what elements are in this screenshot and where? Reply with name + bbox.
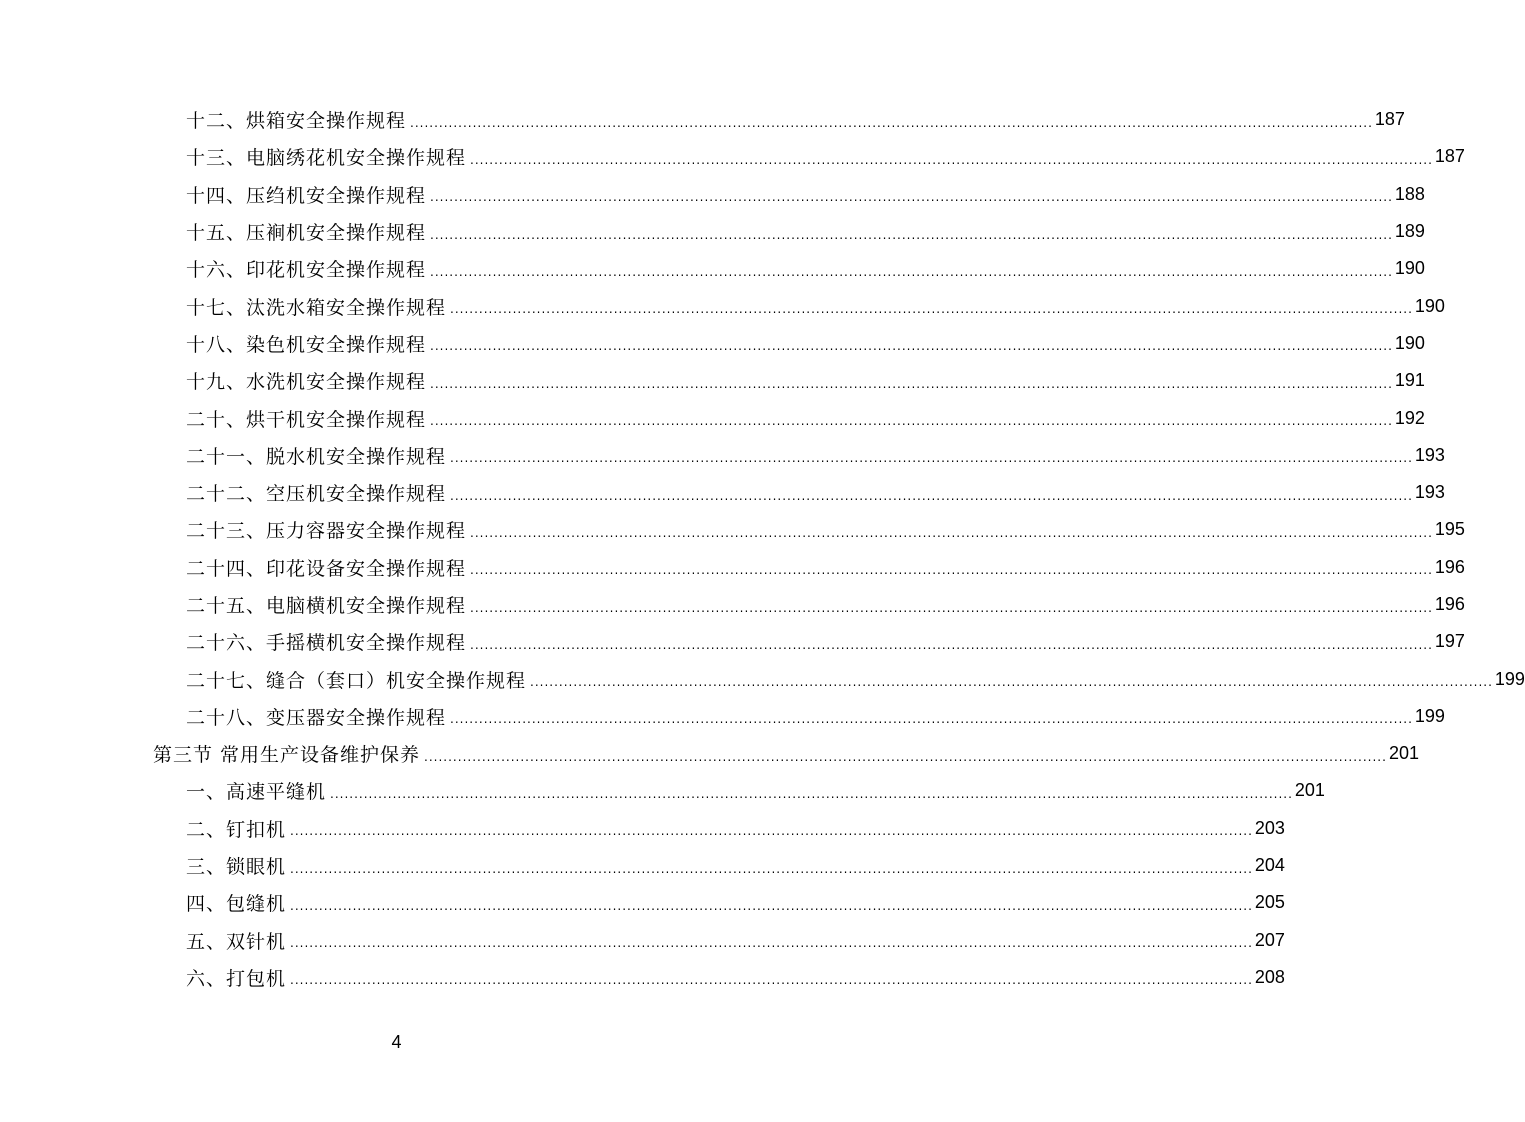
dot-leader: ........................................................................................................................................................................................................ [450, 488, 1413, 503]
dot-leader: ........................................................................................................................................................................................................ [290, 936, 1253, 951]
toc-entry[interactable] [0, 287, 1445, 324]
dot-leader: ........................................................................................................................................................................................................ [290, 861, 1253, 876]
toc-entry-title: 五、双针机 [186, 930, 287, 953]
dot-leader: ........................................................................................................................................................................................................ [430, 190, 1393, 205]
dot-leader: ........................................................................................................................................................................................................ [470, 525, 1433, 540]
dot-leader: ........................................................................................................................................................................................................ [330, 786, 1293, 801]
toc-entry-page: 208 [1254, 966, 1285, 987]
toc-entry-title: 十九、水洗机安全操作规程 [186, 371, 427, 394]
dot-leader: ........................................................................................................................................................................................................ [470, 600, 1433, 615]
toc-entry-title: 三、锁眼机 [186, 856, 287, 879]
toc-entry-page: 199 [1494, 668, 1525, 689]
toc-entry[interactable] [0, 213, 1425, 250]
toc-entry-page: 195 [1434, 519, 1465, 540]
dot-leader: ........................................................................................................................................................................................................ [430, 264, 1393, 279]
toc-entry[interactable] [0, 362, 1425, 399]
toc-entry-page: 207 [1254, 929, 1285, 950]
table-of-contents [0, 101, 1525, 996]
dot-leader: ........................................................................................................................................................................................................ [410, 115, 1373, 130]
toc-entry-title: 十六、印花机安全操作规程 [186, 259, 427, 282]
toc-entry[interactable] [0, 959, 1285, 996]
toc-entry-title: 二十二、空压机安全操作规程 [186, 483, 447, 506]
toc-entry[interactable] [0, 176, 1425, 213]
toc-entry-title: 十八、染色机安全操作规程 [186, 333, 427, 356]
toc-entry-page: 190 [1414, 295, 1445, 316]
toc-entry-page: 197 [1434, 631, 1465, 652]
toc-entry[interactable] [0, 511, 1465, 548]
toc-entry[interactable] [0, 250, 1425, 287]
toc-entry-title: 十二、烘箱安全操作规程 [186, 110, 407, 133]
toc-entry[interactable] [0, 325, 1425, 362]
toc-entry-page: 187 [1434, 146, 1465, 167]
toc-entry-page: 187 [1374, 109, 1405, 130]
dot-leader: ........................................................................................................................................................................................................ [470, 563, 1433, 578]
dot-leader: ........................................................................................................................................................................................................ [450, 302, 1413, 317]
toc-entry-title: 二十六、手摇横机安全操作规程 [186, 632, 467, 655]
toc-entry-title: 十四、压绉机安全操作规程 [186, 184, 427, 207]
dot-leader: ........................................................................................................................................................................................................ [430, 376, 1393, 391]
toc-entry-page: 196 [1434, 594, 1465, 614]
toc-entry-title: 二十七、缝合（套口）机安全操作规程 [186, 669, 527, 692]
toc-entry[interactable] [0, 138, 1465, 175]
toc-entry-title: 第三节 常用生产设备维护保养 [153, 744, 421, 767]
toc-entry[interactable] [0, 549, 1465, 586]
toc-entry-title: 十七、汰洗水箱安全操作规程 [186, 296, 447, 319]
dot-leader: ........................................................................................................................................................................................................ [290, 824, 1253, 839]
toc-entry[interactable] [0, 101, 1405, 138]
toc-entry-page: 199 [1414, 705, 1445, 726]
toc-entry[interactable] [0, 922, 1285, 959]
toc-entry-page: 201 [1294, 780, 1325, 801]
dot-leader: ........................................................................................................................................................................................................ [430, 227, 1393, 242]
toc-entry-title: 二十八、变压器安全操作规程 [186, 706, 447, 729]
toc-entry-title: 二十一、脱水机安全操作规程 [186, 445, 447, 468]
toc-entry[interactable] [0, 437, 1445, 474]
page-number: 4 [391, 1032, 402, 1052]
toc-section-entry[interactable] [0, 735, 1419, 772]
toc-entry[interactable] [0, 698, 1445, 735]
toc-entry[interactable] [0, 660, 1525, 697]
dot-leader: ........................................................................................................................................................................................................ [290, 898, 1253, 913]
toc-entry-title: 六、打包机 [186, 967, 287, 990]
toc-entry[interactable] [0, 623, 1465, 660]
dot-leader: ........................................................................................................................................................................................................ [530, 675, 1493, 690]
toc-entry-title: 十三、电脑绣花机安全操作规程 [186, 147, 467, 170]
toc-entry-page: 196 [1434, 556, 1465, 577]
dot-leader: ........................................................................................................................................................................................................ [470, 152, 1433, 167]
toc-entry-page: 189 [1394, 221, 1425, 242]
dot-leader: ........................................................................................................................................................................................................ [424, 749, 1387, 764]
toc-entry[interactable] [0, 810, 1285, 847]
dot-leader: ........................................................................................................................................................................................................ [450, 451, 1413, 466]
toc-entry-page: 192 [1394, 407, 1425, 428]
dot-leader: ........................................................................................................................................................................................................ [470, 637, 1433, 652]
toc-entry[interactable] [0, 474, 1445, 511]
toc-entry[interactable] [0, 772, 1325, 809]
toc-entry-title: 二十四、印花设备安全操作规程 [186, 557, 467, 580]
toc-entry-page: 190 [1394, 332, 1425, 353]
toc-entry[interactable] [0, 586, 1465, 623]
toc-entry-title: 四、包缝机 [186, 893, 287, 916]
dot-leader: ........................................................................................................................................................................................................ [430, 339, 1393, 354]
toc-entry-page: 188 [1394, 183, 1425, 204]
toc-entry-page: 193 [1414, 444, 1445, 465]
toc-entry-page: 193 [1414, 482, 1445, 503]
toc-entry-title: 一、高速平缝机 [186, 781, 327, 804]
toc-entry-title: 十五、压裥机安全操作规程 [186, 222, 427, 245]
toc-entry[interactable] [0, 847, 1285, 884]
toc-entry-title: 二十三、压力容器安全操作规程 [186, 520, 467, 543]
toc-entry-page: 190 [1394, 258, 1425, 279]
toc-entry[interactable] [0, 399, 1425, 436]
toc-entry-page: 201 [1388, 743, 1419, 764]
toc-entry-title: 二十五、电脑横机安全操作规程 [186, 595, 467, 617]
toc-entry-page: 204 [1254, 855, 1285, 876]
dot-leader: ........................................................................................................................................................................................................ [450, 712, 1413, 727]
toc-entry-page: 203 [1254, 817, 1285, 838]
toc-entry-page: 191 [1394, 370, 1425, 391]
dot-leader: ........................................................................................................................................................................................................ [430, 414, 1393, 429]
toc-entry-title: 二十、烘干机安全操作规程 [186, 408, 427, 431]
toc-entry-title: 二、钉扣机 [186, 818, 287, 841]
dot-leader: ........................................................................................................................................................................................................ [290, 973, 1253, 988]
toc-entry-page: 205 [1254, 892, 1285, 913]
toc-entry[interactable] [0, 884, 1285, 921]
